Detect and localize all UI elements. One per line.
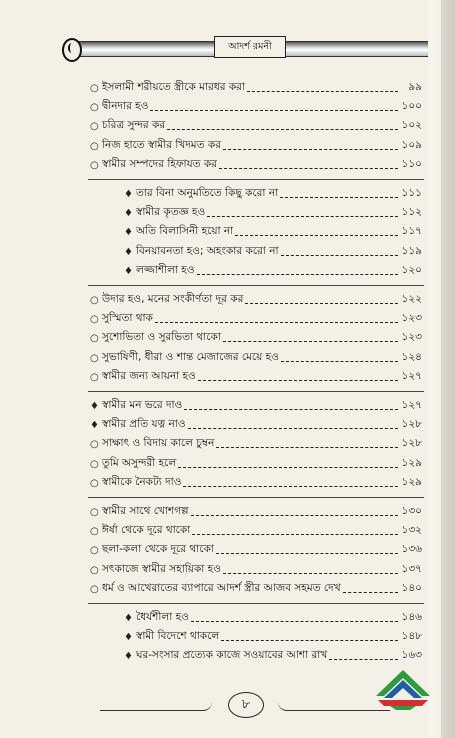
diamond-bullet-icon: ♦: [124, 227, 133, 239]
dotted-leader: [198, 380, 398, 381]
dotted-leader: [281, 361, 398, 362]
circle-bullet-icon: ○: [90, 101, 99, 113]
circle-bullet-icon: ○: [90, 584, 99, 596]
toc-entry[interactable]: [90, 415, 422, 435]
dotted-leader: [155, 322, 398, 323]
toc-entry-title: সুভাষিণী, ধীরা ও শান্ত মেজাজের মেয়ে হও: [102, 350, 279, 363]
dotted-leader: [191, 621, 398, 622]
toc-entry-page: ১৩৬: [401, 543, 422, 556]
toc-entry-page: ১৬৩: [401, 649, 422, 662]
dotted-leader: [216, 553, 398, 554]
group-divider: [88, 179, 424, 180]
toc-entry-page: ১২০: [401, 264, 422, 277]
toc-entry-page: ১১২: [401, 205, 422, 218]
dotted-leader: [343, 592, 398, 593]
toc-entry-title: দ্বীনদার হও: [102, 99, 149, 112]
dotted-leader: [247, 91, 398, 92]
toc-entry-page: ১৩২: [401, 523, 422, 536]
toc-entry-title: বিনয়াবনতা হও; অহংকার করো না: [136, 244, 279, 257]
diamond-bullet-icon: ♦: [124, 651, 133, 663]
toc-entry-page: ১২৯: [401, 456, 422, 469]
running-header: [62, 38, 430, 58]
dotted-leader: [183, 486, 398, 487]
dotted-leader: [221, 640, 398, 641]
toc-entry-title: লজ্জাশীলা হও: [136, 264, 195, 277]
toc-entry[interactable]: [124, 647, 422, 667]
toc-entry-page: ১২২: [401, 292, 422, 305]
toc-entry[interactable]: [90, 560, 422, 580]
header-scroll-ornament: [62, 38, 82, 62]
toc-entry-title: সৎকাজে স্বামীর সহায়িকা হও: [102, 562, 221, 575]
toc-entry[interactable]: [90, 136, 422, 156]
circle-bullet-icon: ○: [90, 121, 99, 133]
toc-entry-title: স্বামীর সম্পদের হিফাযত কর: [102, 158, 217, 171]
toc-entry-title: স্বামীর জন্য আয়না হও: [102, 370, 196, 383]
circle-bullet-icon: ○: [90, 372, 99, 384]
publisher-logo: [372, 666, 434, 712]
toc-entry-title: ছলা-কলা থেকে দূরে থাকো: [102, 543, 214, 556]
toc-entry-page: ১১৭: [401, 225, 422, 238]
toc-entry[interactable]: [90, 541, 422, 561]
toc-entry-title: চরিত্র সুন্দর কর: [102, 119, 166, 132]
diamond-bullet-icon: ♦: [124, 246, 133, 258]
toc-entry-title: অতি বিলাসিনী হয়ো না: [136, 225, 234, 238]
toc-entry-page: ১১০: [401, 158, 422, 171]
dotted-leader: [245, 303, 398, 304]
toc-entry-title: তার বিনা অনুমতিতে কিছু করো না: [136, 186, 279, 199]
toc-entry-title: ঘর-সংসার প্রত্যেক কাজে সওয়াবের আশা রাখ: [136, 649, 328, 662]
dotted-leader: [207, 216, 398, 217]
toc-entry-page: ১২৭: [401, 370, 422, 383]
book-spine-shadow: [429, 0, 455, 738]
toc-entry[interactable]: [90, 309, 422, 329]
circle-bullet-icon: ○: [90, 439, 99, 451]
group-divider: [88, 285, 424, 286]
toc-entry-title: সুশোভিতা ও সুরভিতা থাকো: [102, 331, 221, 344]
toc-entry[interactable]: [124, 242, 422, 262]
dotted-leader: [184, 409, 398, 410]
circle-bullet-icon: ○: [90, 313, 99, 325]
diamond-bullet-icon: ♦: [124, 207, 133, 219]
toc-entry-title: নিজ হাতে স্বামীর খিদমত কর: [102, 138, 221, 151]
toc-entry[interactable]: [124, 184, 422, 204]
toc-entry-title: সাক্ষাৎ ও বিদায় কালে চুম্বন: [102, 437, 215, 450]
toc-entry-page: ১১৯: [401, 244, 422, 257]
dotted-leader: [188, 428, 398, 429]
diamond-bullet-icon: ♦: [124, 266, 133, 278]
toc-entry-page: ১২৩: [401, 331, 422, 344]
toc-entry[interactable]: [90, 348, 422, 368]
circle-bullet-icon: ○: [90, 478, 99, 490]
toc-entry[interactable]: [90, 396, 422, 416]
toc-entry[interactable]: [124, 223, 422, 243]
dotted-leader: [150, 110, 398, 111]
toc-entry-title: উদার হও, মনের সংকীর্ণতা দূর কর: [102, 292, 244, 305]
footer-ornament-left: [100, 702, 212, 711]
toc-entry[interactable]: [90, 521, 422, 541]
toc-entry[interactable]: [124, 262, 422, 282]
dotted-leader: [191, 515, 398, 516]
toc-entry[interactable]: [90, 78, 422, 98]
toc-entry-title: স্বামীর মন ভরে দাও: [102, 398, 183, 411]
toc-entry-page: ১২৪: [401, 350, 422, 363]
toc-entry-page: ১০২: [401, 119, 422, 132]
page-number: ৮: [228, 692, 264, 718]
toc-entry-page: ১০৯: [401, 138, 422, 151]
dotted-leader: [197, 274, 398, 275]
toc-entry-title: ধর্ম ও আখেরাতের ব্যাপারে আদর্শ স্ত্রীর আজব সহমত দেখ: [102, 582, 341, 595]
dotted-leader: [167, 129, 398, 130]
toc-entry-page: ১৩০: [401, 504, 422, 517]
toc-entry[interactable]: [90, 474, 422, 494]
toc-entry[interactable]: [90, 329, 422, 349]
toc-entry-title: স্বামী বিদেশে থাকলে: [136, 629, 220, 642]
toc-entry-title: তুমি অসুন্দরী হলে: [102, 456, 177, 469]
dotted-leader: [235, 235, 398, 236]
toc-entry-page: ১২৯: [401, 476, 422, 489]
toc-entry-title: ঈর্ষা থেকে দূরে থাকো: [102, 523, 191, 536]
circle-bullet-icon: ○: [90, 333, 99, 345]
toc-entry[interactable]: [124, 627, 422, 647]
dotted-leader: [223, 341, 398, 342]
toc-entry[interactable]: [90, 502, 422, 522]
circle-bullet-icon: ○: [90, 82, 99, 94]
circle-bullet-icon: ○: [90, 294, 99, 306]
toc-entry-page: ১২৮: [401, 437, 422, 450]
circle-bullet-icon: ○: [90, 160, 99, 172]
book-title: আদর্শ রমনী: [214, 36, 286, 58]
toc-entry-title: সুস্মিতা থাক: [102, 311, 153, 324]
toc-entry[interactable]: [90, 580, 422, 600]
toc-entry-page: ১২৮: [401, 417, 422, 430]
dotted-leader: [281, 255, 398, 256]
dotted-leader: [223, 149, 398, 150]
toc-entry-page: ১৪৬: [401, 610, 422, 623]
circle-bullet-icon: ○: [90, 458, 99, 470]
diamond-bullet-icon: ♦: [124, 612, 133, 624]
toc-entry[interactable]: [90, 97, 422, 117]
circle-bullet-icon: ○: [90, 506, 99, 518]
diamond-bullet-icon: ♦: [90, 419, 99, 431]
toc-entry-title: ইসলামী শরীয়তে স্ত্রীকে মারধর করা: [102, 80, 245, 93]
toc-entry-title: স্বামীকে নৈকট্য দাও: [102, 476, 182, 489]
toc-entry[interactable]: [90, 290, 422, 310]
group-divider: [88, 603, 424, 604]
toc-entry-title: ধৈর্যশীলা হও: [136, 610, 189, 623]
circle-bullet-icon: ○: [90, 352, 99, 364]
dotted-leader: [178, 467, 398, 468]
toc-entry[interactable]: [90, 368, 422, 388]
dotted-leader: [216, 447, 398, 448]
toc-entry-page: ১৩৭: [401, 562, 422, 575]
toc-entry[interactable]: [124, 203, 422, 223]
toc-entry[interactable]: [90, 435, 422, 455]
toc-entry-page: ৯৯: [408, 80, 422, 93]
toc-entry[interactable]: [124, 608, 422, 628]
circle-bullet-icon: ○: [90, 564, 99, 576]
dotted-leader: [280, 197, 398, 198]
diamond-bullet-icon: ♦: [124, 188, 133, 200]
toc-entry-page: ১০০: [401, 99, 422, 112]
dotted-leader: [329, 659, 398, 660]
toc-entry[interactable]: [90, 117, 422, 137]
diamond-bullet-icon: ♦: [90, 400, 99, 412]
toc-entry-title: স্বামীর কৃতজ্ঞ হও: [136, 205, 206, 218]
circle-bullet-icon: ○: [90, 545, 99, 557]
group-divider: [88, 391, 424, 392]
circle-bullet-icon: ○: [90, 140, 99, 152]
page-footer: [100, 690, 400, 720]
toc-entry-title: স্বামীর সাথে খোশগল্প: [102, 504, 189, 517]
toc-entry[interactable]: [90, 454, 422, 474]
dotted-leader: [192, 534, 398, 535]
circle-bullet-icon: ○: [90, 525, 99, 537]
toc-entry-page: ১৪৮: [401, 629, 422, 642]
toc-entry[interactable]: [90, 156, 422, 176]
toc-entry-page: ১১১: [401, 186, 422, 199]
dotted-leader: [223, 573, 398, 574]
diamond-bullet-icon: ♦: [124, 631, 133, 643]
toc-entry-page: ১২৩: [401, 311, 422, 324]
toc-entry-page: ১৪০: [401, 582, 422, 595]
toc-entry-title: স্বামীর প্রতি যত্ন নাও: [102, 417, 186, 430]
toc-entry-page: ১২৭: [401, 398, 422, 411]
dotted-leader: [219, 168, 398, 169]
group-divider: [88, 497, 424, 498]
